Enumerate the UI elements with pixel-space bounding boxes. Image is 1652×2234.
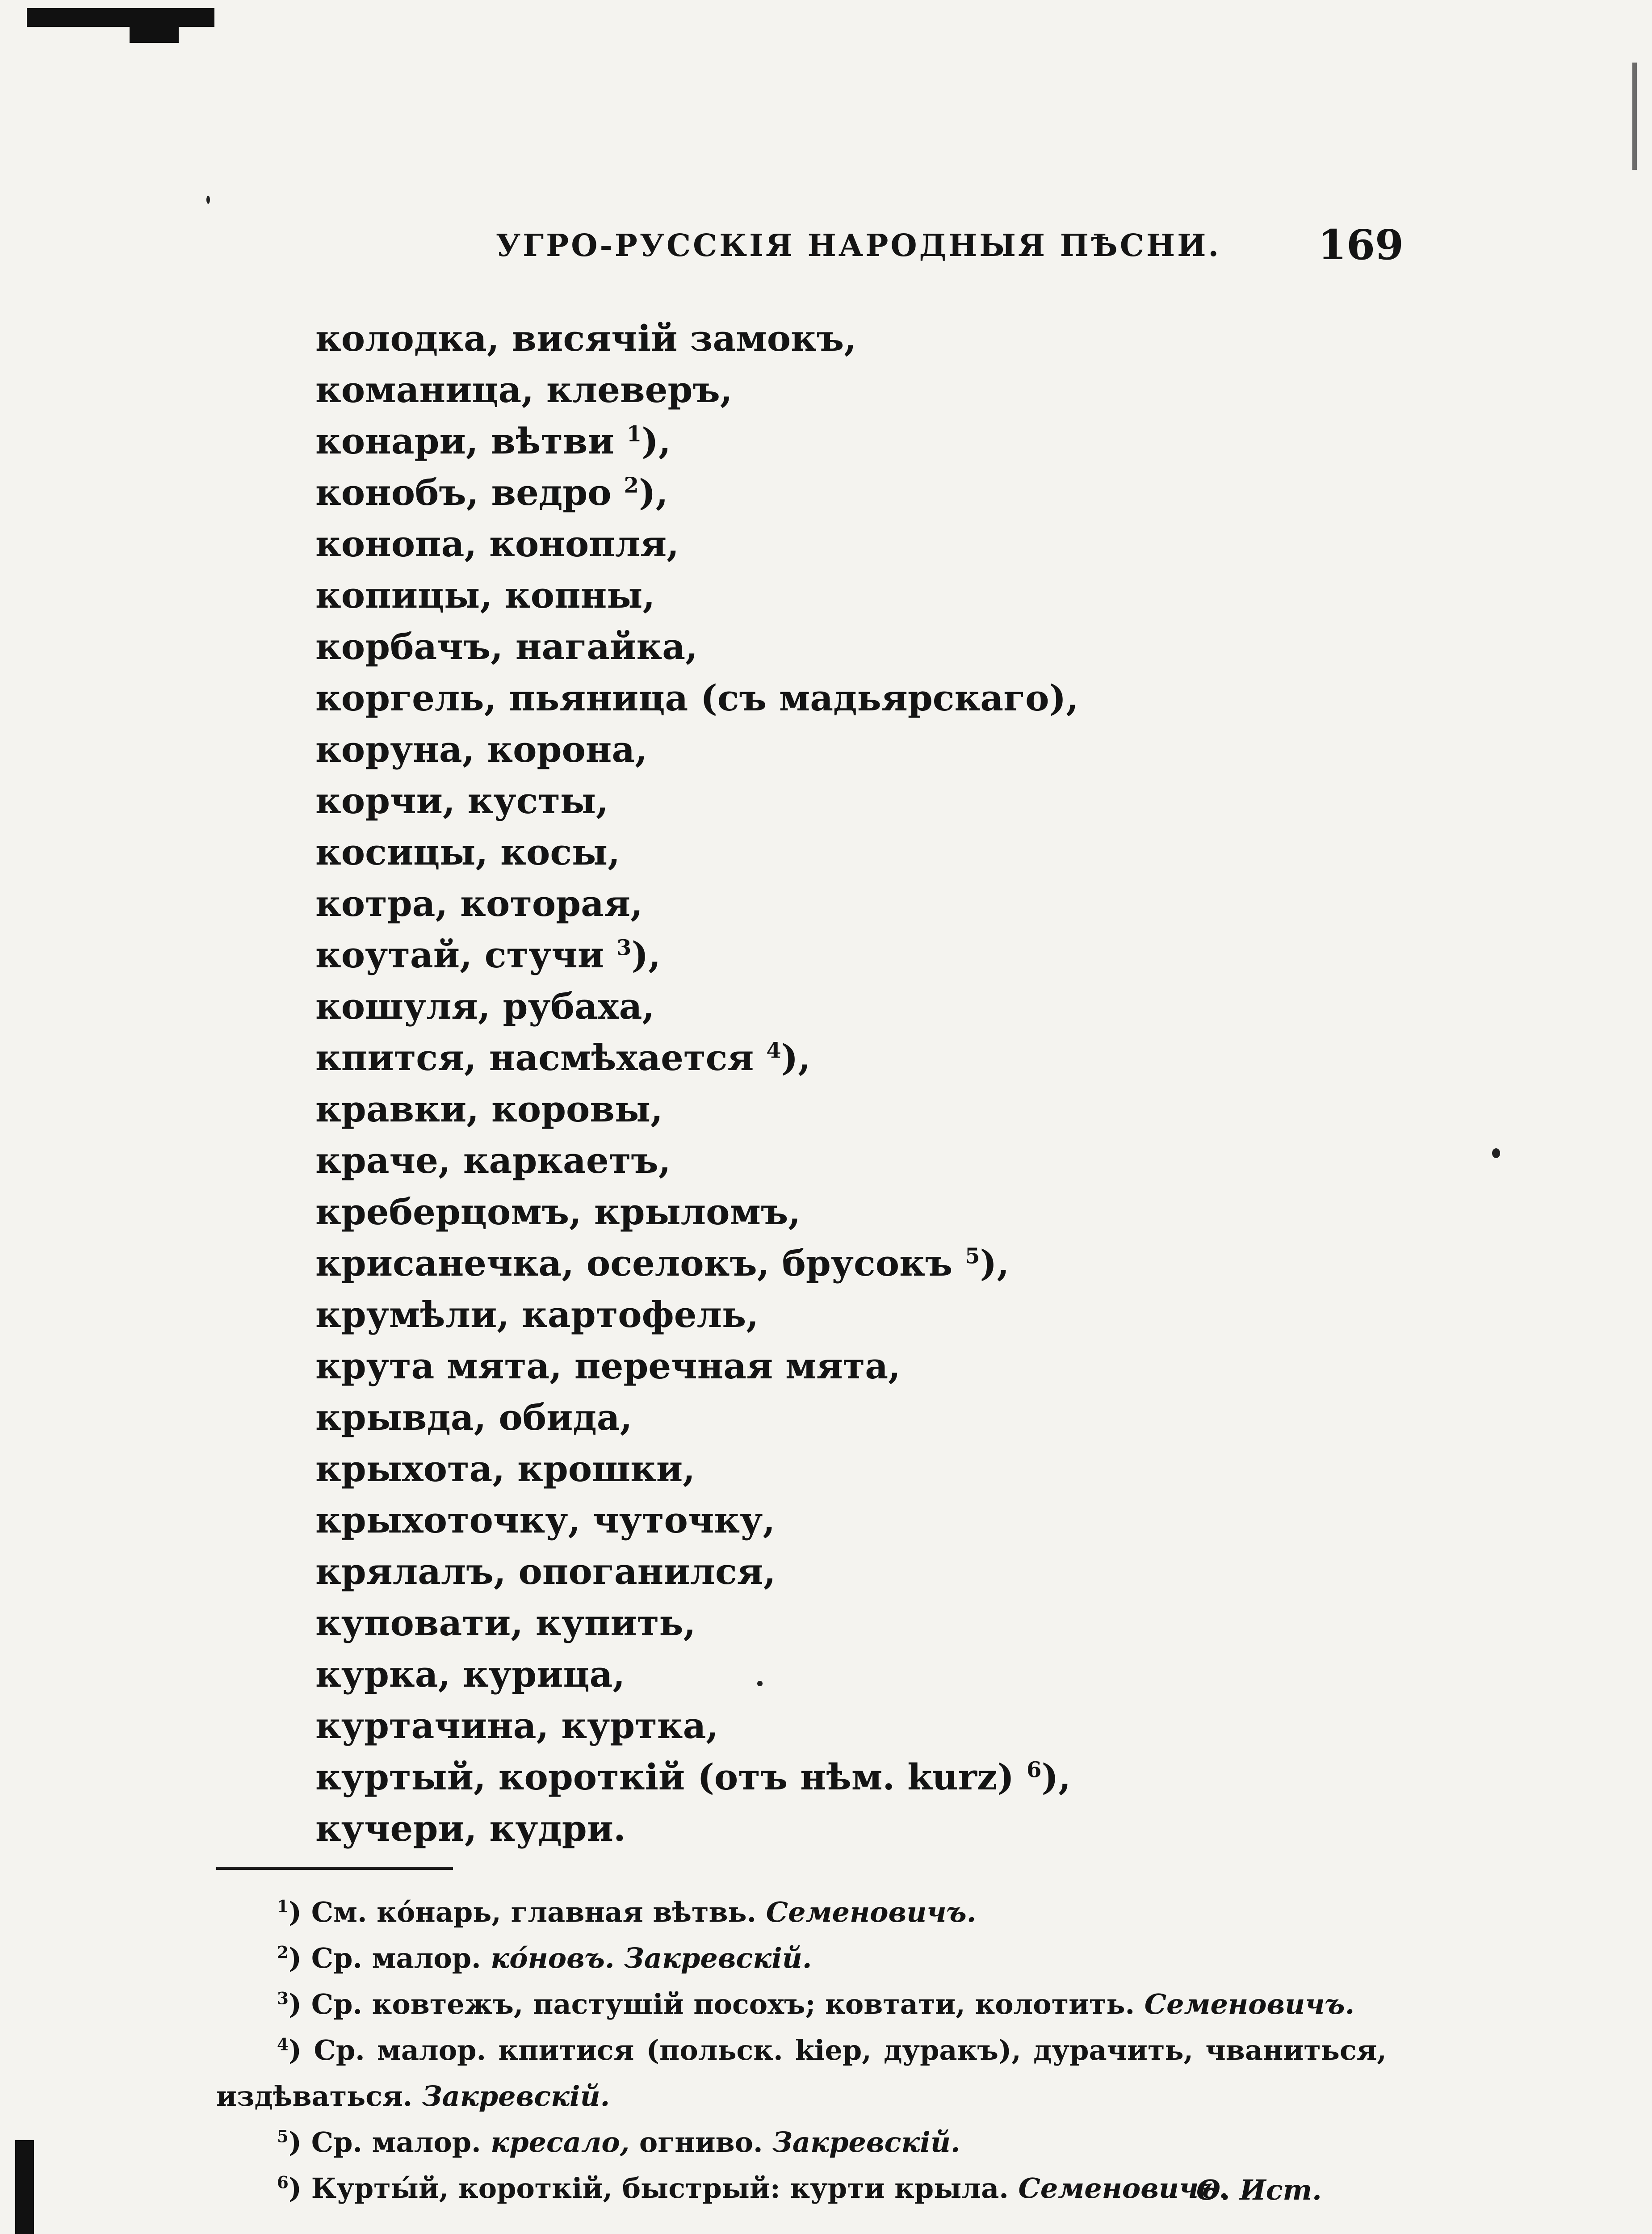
glossary-entry <box>315 1032 1477 1083</box>
glossary-entry <box>315 929 1477 981</box>
footnote-reference: 4 <box>766 1038 781 1063</box>
footnote-reference: 2 <box>624 473 639 498</box>
glossary-entry <box>315 518 1477 570</box>
glossary-entry-text: конобъ, ведро <box>315 471 624 513</box>
running-header: УГРО-РУССКІЯ НАРОДНЫЯ ПѢСНИ. <box>496 228 1221 264</box>
glossary-entry-tail: ), <box>781 1037 811 1079</box>
footnote <box>216 1889 1387 1935</box>
glossary-entry-text: корбачъ, нагайка, <box>315 626 698 668</box>
footnote-number: 1 <box>277 1896 289 1916</box>
footnote-text: ) Курты́й, короткій, быстрый: курти крыла. <box>288 2172 1019 2205</box>
glossary-entry <box>315 1289 1477 1340</box>
glossary-entry-text: колодка, висячій замокъ, <box>315 317 857 359</box>
footnote <box>216 1981 1387 2027</box>
glossary-entry <box>315 775 1477 827</box>
speck <box>206 196 210 204</box>
glossary-entry <box>315 1443 1477 1495</box>
glossary-entry-text: курка, курица, <box>315 1653 625 1695</box>
signature: Ѳ. Ист. <box>1196 2174 1322 2206</box>
glossary-entry-text: кучери, кудри. <box>315 1807 626 1849</box>
glossary-entry-tail: ), <box>1041 1756 1071 1798</box>
glossary-entry-text: крисанечка, оселокъ, брусокъ <box>315 1242 965 1284</box>
footnote-number: 4 <box>277 2034 289 2054</box>
footnote-text: ) Ср. малор. кпитися (польск. kiep, дуракъ), дурачить, чваниться, издѣваться. <box>216 2034 1387 2112</box>
footnote-number: 6 <box>277 2172 289 2192</box>
footnote-number: 2 <box>277 1942 289 1962</box>
glossary-entry-text: копицы, копны, <box>315 574 655 616</box>
glossary-entry <box>315 467 1477 518</box>
glossary-entry-text: команица, клеверъ, <box>315 369 733 411</box>
glossary-entry-text: крумѣли, картофель, <box>315 1293 759 1335</box>
glossary-entry-text: краче, каркаетъ, <box>315 1139 671 1181</box>
glossary-entry-text: куртачина, куртка, <box>315 1705 719 1747</box>
footnote-text: ) Ср. малор. <box>288 1942 491 1974</box>
glossary-entry-text: крялалъ, опоганился, <box>315 1550 776 1592</box>
footnote-text: ) См. ко́нарь, главная вѣтвь. <box>288 1896 766 1928</box>
glossary-entry <box>315 1546 1477 1597</box>
footnote-text: ) Ср. ковтежъ, пастушій посохъ; ковтати, колотить. <box>288 1988 1145 2020</box>
footnote <box>216 2027 1387 2119</box>
page-number: 169 <box>1318 221 1404 269</box>
footnote <box>216 2119 1387 2165</box>
footnote-source: Закревскій. <box>772 2126 960 2158</box>
glossary-entry-text: крута мята, перечная мята, <box>315 1345 901 1387</box>
glossary-entry-text: конари, вѣтви <box>315 420 627 462</box>
footnotes <box>216 1889 1387 2211</box>
glossary-entry-text: косицы, косы, <box>315 831 621 873</box>
footnote-italic-term: ко́новъ. <box>491 1942 625 1974</box>
glossary-entry <box>315 1392 1477 1443</box>
glossary-entry-text: кравки, коровы, <box>315 1088 663 1130</box>
scan-artifact-top-left <box>27 8 214 27</box>
glossary-entry-text: креберцомъ, крыломъ, <box>315 1191 801 1233</box>
footnote-text: ) Ср. малор. <box>288 2126 491 2158</box>
glossary-entry <box>315 672 1477 724</box>
footnote-italic-term: кресало, <box>491 2126 639 2158</box>
footnote-reference: 1 <box>626 421 642 447</box>
glossary-entry <box>315 1238 1477 1289</box>
glossary-entry <box>315 570 1477 621</box>
glossary-entry <box>315 1700 1477 1751</box>
glossary-entry-tail: ), <box>980 1242 1010 1284</box>
glossary-entry-tail: ), <box>638 471 668 513</box>
glossary-entry <box>315 1597 1477 1649</box>
glossary-entry <box>315 1649 1477 1700</box>
footnote-source: Закревскій. <box>624 1942 812 1974</box>
footnote-source: Закревскій. <box>422 2080 610 2112</box>
glossary-entry <box>315 878 1477 929</box>
footnote-source: Семеновичъ. <box>766 1896 977 1928</box>
footnote-number: 5 <box>277 2126 289 2146</box>
glossary-entry <box>315 1083 1477 1135</box>
glossary-entry-tail: ), <box>631 934 661 976</box>
glossary-entry <box>315 827 1477 878</box>
glossary-entry <box>315 1340 1477 1392</box>
glossary-entry <box>315 1135 1477 1186</box>
glossary-entry <box>315 364 1477 416</box>
glossary-entry <box>315 1495 1477 1546</box>
footnote-reference: 6 <box>1026 1757 1042 1783</box>
glossary-entry <box>315 621 1477 672</box>
glossary-entry-text: крыхоточку, чуточку, <box>315 1499 776 1541</box>
scan-artifact-top-left-2 <box>130 25 179 43</box>
footnote-reference: 3 <box>616 935 632 961</box>
glossary-entry-tail: ), <box>642 420 671 462</box>
glossary-entry <box>315 981 1477 1032</box>
footnote-number: 3 <box>277 1988 289 2008</box>
glossary-entry-text: крыхота, крошки, <box>315 1448 696 1490</box>
glossary-entry-text: корчи, кусты, <box>315 780 608 822</box>
glossary-list <box>315 313 1477 1854</box>
glossary-entry-text: крывда, обида, <box>315 1396 633 1438</box>
glossary-entry-text: коргель, пьяница (съ мадьярскаго), <box>315 677 1079 719</box>
footnote-source: Семеновичъ. <box>1018 2172 1229 2205</box>
footnote-reference: 5 <box>965 1243 980 1269</box>
glossary-entry-text: коруна, корона, <box>315 728 648 770</box>
glossary-entry-text: коутай, стучи <box>315 934 617 976</box>
glossary-entry-text: куповати, купить, <box>315 1602 696 1644</box>
glossary-entry-text: конопа, конопля, <box>315 523 679 565</box>
scan-artifact-left-edge <box>15 2140 34 2234</box>
glossary-entry <box>315 313 1477 364</box>
glossary-entry <box>315 1803 1477 1854</box>
speck <box>1492 1148 1500 1158</box>
footnote-divider <box>216 1867 453 1870</box>
glossary-entry-text: кпится, насмѣхается <box>315 1037 767 1079</box>
glossary-entry <box>315 1751 1477 1803</box>
footnote-source: Семеновичъ. <box>1144 1988 1355 2020</box>
glossary-entry-text: котра, которая, <box>315 882 643 924</box>
glossary-entry-text: кошуля, рубаха, <box>315 985 655 1027</box>
glossary-entry-text: куртый, короткій (отъ нѣм. kurz) <box>315 1756 1027 1798</box>
scan-artifact-right-edge <box>1632 63 1637 170</box>
glossary-entry <box>315 724 1477 775</box>
glossary-entry <box>315 416 1477 467</box>
footnote-text: огниво. <box>639 2126 773 2158</box>
footnote <box>216 1935 1387 1981</box>
glossary-entry <box>315 1186 1477 1238</box>
